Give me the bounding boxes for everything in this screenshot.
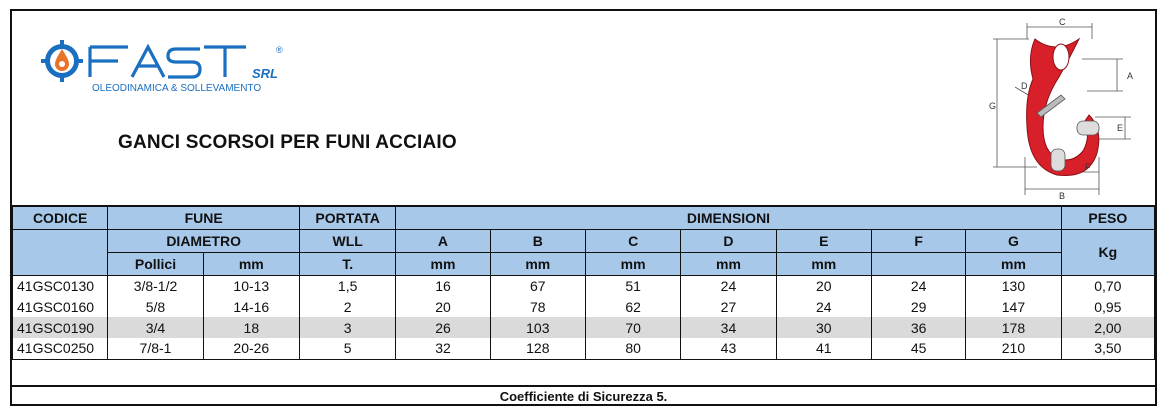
cell-c: 80 [585, 338, 680, 359]
cell-pollici: 3/8-1/2 [108, 275, 203, 296]
col-a: A [396, 229, 490, 252]
cell-a: 26 [396, 317, 490, 338]
col-e: E [776, 229, 871, 252]
registered-mark: ® [276, 45, 283, 55]
cell-codice: 41GSC0250 [13, 338, 108, 359]
cell-a: 20 [396, 296, 490, 317]
cell-codice: 41GSC0130 [13, 275, 108, 296]
col-c: C [585, 229, 680, 252]
col-mm-e: mm [776, 252, 871, 275]
cell-wll: 3 [299, 317, 395, 338]
hook-diagram [977, 17, 1137, 199]
cell-g: 130 [966, 275, 1061, 296]
col-d: D [681, 229, 776, 252]
spec-table [12, 205, 1155, 360]
col-mm-a: mm [396, 252, 490, 275]
cell-mm: 20-26 [203, 338, 299, 359]
dim-label-a: A [1127, 71, 1134, 81]
dim-label-d: D [1021, 81, 1028, 91]
cell-f: 29 [871, 296, 965, 317]
cell-d: 43 [681, 338, 776, 359]
col-wll: WLL [299, 229, 395, 252]
dim-label-b: B [1059, 191, 1066, 199]
cell-e: 30 [776, 317, 871, 338]
cell-f: 36 [871, 317, 965, 338]
dim-label-g: G [989, 101, 997, 111]
cell-d: 24 [681, 275, 776, 296]
cell-pollici: 7/8-1 [108, 338, 203, 359]
col-dimensioni: DIMENSIONI [396, 206, 1061, 229]
col-t: T. [299, 252, 395, 275]
col-peso: PESO [1061, 206, 1154, 229]
cell-e: 20 [776, 275, 871, 296]
cell-b: 67 [490, 275, 585, 296]
header-row-2 [13, 229, 1155, 252]
datasheet-header [12, 11, 1155, 205]
table-row [13, 275, 1155, 296]
cell-wll: 2 [299, 296, 395, 317]
cell-g: 147 [966, 296, 1061, 317]
cell-mm: 10-13 [203, 275, 299, 296]
cell-b: 103 [490, 317, 585, 338]
cell-pollici: 5/8 [108, 296, 203, 317]
col-f: F [871, 229, 965, 252]
fast-logo [40, 33, 310, 103]
col-codice-blank [13, 229, 108, 275]
cell-f: 45 [871, 338, 965, 359]
cell-a: 32 [396, 338, 490, 359]
col-mm-fune: mm [203, 252, 299, 275]
cell-codice: 41GSC0160 [13, 296, 108, 317]
gear-emblem-icon [41, 40, 83, 82]
brand-tagline: OLEODINAMICA & SOLLEVAMENTO [92, 83, 262, 94]
col-mm-d: mm [681, 252, 776, 275]
cell-g: 178 [966, 317, 1061, 338]
cell-e: 24 [776, 296, 871, 317]
table-row [13, 317, 1155, 338]
brand-suffix: SRL [252, 66, 278, 81]
col-mm-f [871, 252, 965, 275]
cell-d: 34 [681, 317, 776, 338]
cell-wll: 1,5 [299, 275, 395, 296]
cell-e: 41 [776, 338, 871, 359]
cell-c: 62 [585, 296, 680, 317]
cell-wll: 5 [299, 338, 395, 359]
table-row [13, 338, 1155, 359]
dim-label-e: E [1117, 123, 1124, 133]
header-row-3 [13, 252, 1155, 275]
header-row-1 [13, 206, 1155, 229]
cell-codice: 41GSC0190 [13, 317, 108, 338]
cell-g: 210 [966, 338, 1061, 359]
col-b: B [490, 229, 585, 252]
table-row [13, 296, 1155, 317]
col-codice: CODICE [13, 206, 108, 229]
col-mm-g: mm [966, 252, 1061, 275]
dim-label-f: F [1085, 162, 1091, 172]
cell-f: 24 [871, 275, 965, 296]
cell-peso: 0,95 [1061, 296, 1154, 317]
col-fune: FUNE [108, 206, 300, 229]
cell-mm: 14-16 [203, 296, 299, 317]
col-mm-c: mm [585, 252, 680, 275]
cell-b: 78 [490, 296, 585, 317]
cell-peso: 3,50 [1061, 338, 1154, 359]
cell-peso: 2,00 [1061, 317, 1154, 338]
cell-b: 128 [490, 338, 585, 359]
col-g: G [966, 229, 1061, 252]
col-portata: PORTATA [299, 206, 395, 229]
cell-c: 70 [585, 317, 680, 338]
datasheet-frame [10, 9, 1157, 406]
cell-c: 51 [585, 275, 680, 296]
cell-d: 27 [681, 296, 776, 317]
safety-factor-note: Coefficiente di Sicurezza 5. [12, 385, 1155, 406]
cell-peso: 0,70 [1061, 275, 1154, 296]
cell-a: 16 [396, 275, 490, 296]
col-diametro: DIAMETRO [108, 229, 300, 252]
col-pollici: Pollici [108, 252, 203, 275]
col-mm-b: mm [490, 252, 585, 275]
page-title: GANCI SCORSOI PER FUNI ACCIAIO [118, 132, 457, 153]
cell-mm: 18 [203, 317, 299, 338]
col-kg: Kg [1061, 229, 1154, 275]
dim-label-c: C [1059, 17, 1066, 27]
cell-pollici: 3/4 [108, 317, 203, 338]
